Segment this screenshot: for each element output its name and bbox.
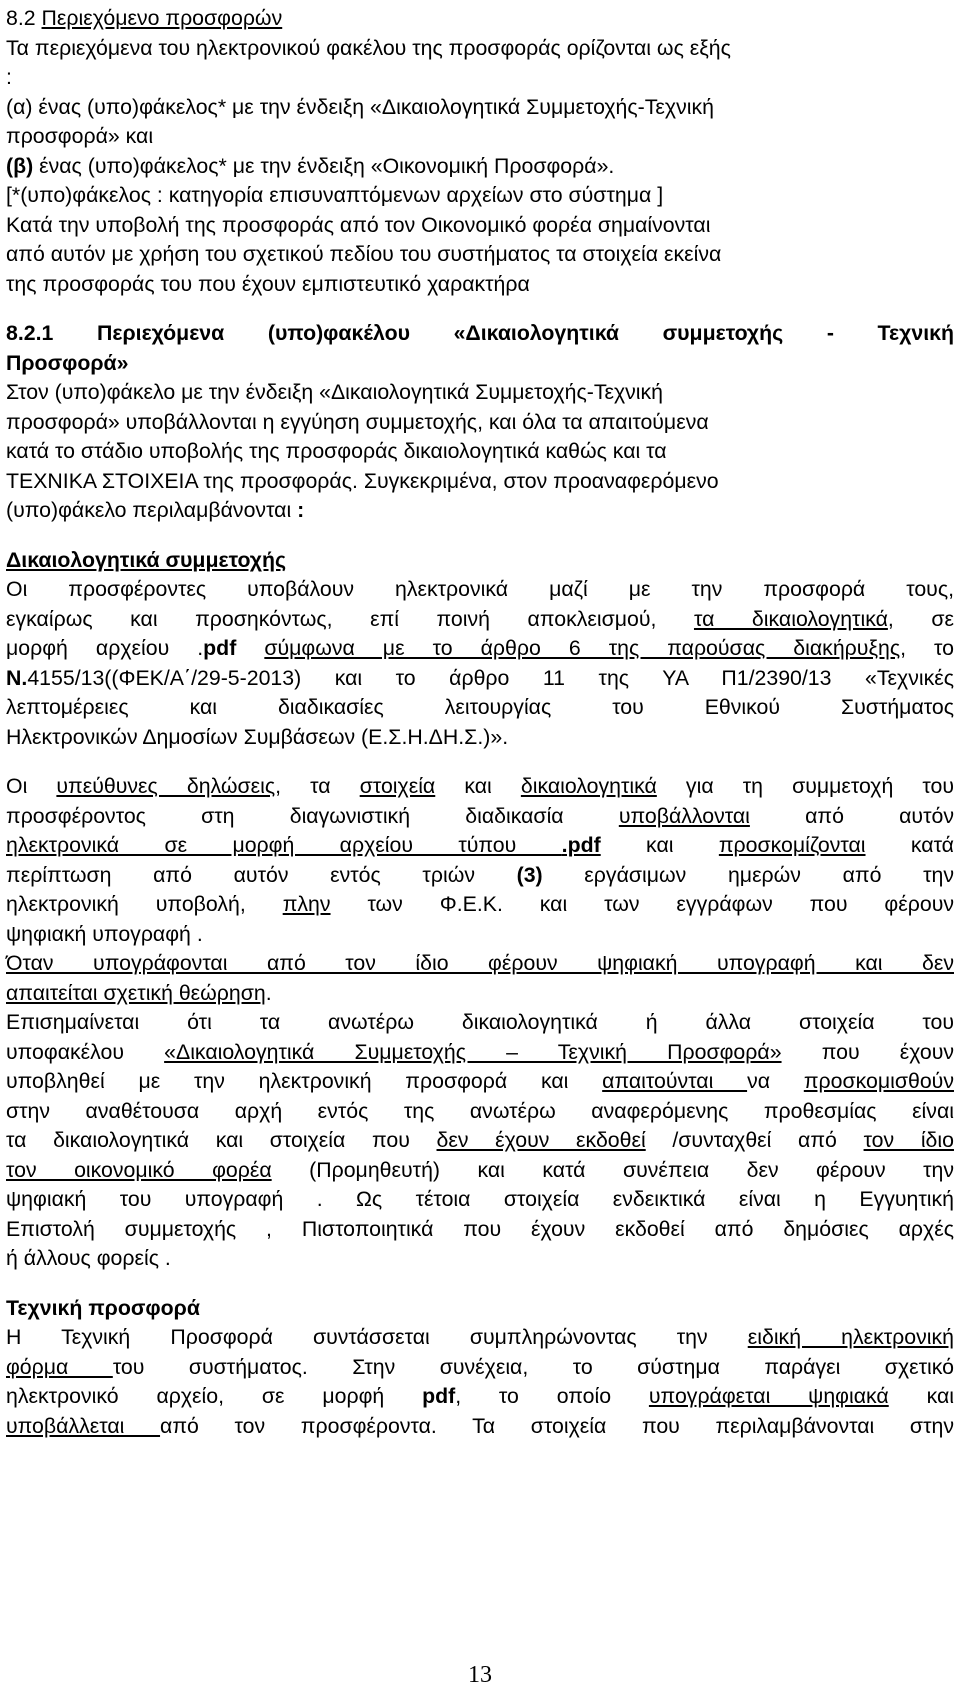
- note-line-4: στην αναθέτουσα αρχή εντός της ανωτέρω αναφερόμενης προθεσμίας είναι: [6, 1098, 954, 1123]
- page-number: 13: [468, 1662, 492, 1688]
- text-run: , τα: [275, 774, 360, 798]
- docs-line-6: Ηλεκτρονικών Δημοσίων Συμβάσεων (Ε.Σ.Η.ΔΗ.Σ.)».: [6, 724, 509, 749]
- tech-line-4: [6, 1412, 954, 1442]
- text-run: του συστήματος. Στην συνέχεια, το σύστημα παράγει σχετικό: [112, 1354, 954, 1379]
- tech-line-3: [6, 1382, 954, 1412]
- docs-line-1: Οι προσφέροντες υποβάλουν ηλεκτρονικά μαζί με την προσφορά τους,: [6, 577, 954, 601]
- subsection-title-1: 8.2.1 Περιεχόμενα (υπο)φακέλου «Δικαιολογητικά συμμετοχής - Τεχνική: [6, 321, 954, 345]
- tech-heading: Τεχνική προσφορά: [6, 1295, 200, 1320]
- subsection-line-5: [6, 496, 954, 526]
- text-run: δικαιολογητικά: [520, 774, 657, 798]
- subsection-line-5-text: (υπο)φάκελο περιλαμβάνονται: [6, 498, 298, 522]
- item-a: (α) ένας (υπο)φάκελος* με την ένδειξη «Δικαιολογητικά Συμμετοχής-Τεχνική: [6, 94, 714, 119]
- confidential-line-3: της προσφοράς του που έχουν εμπιστευτικό χαρακτήρα: [6, 271, 530, 296]
- subsection-line-4: ΤΕΧΝΙΚΑ ΣΤΟΙΧΕΙΑ της προσφοράς. Συγκεκριμένα, στον προαναφερόμενο: [6, 468, 719, 493]
- decl-line-1: [6, 772, 954, 802]
- confidential-line-2: από αυτόν με χρήση του σχετικού πεδίου του συστήματος τα στοιχεία εκείνα: [6, 242, 722, 266]
- text-run: φόρμα: [6, 1354, 113, 1379]
- docs-line-2-a: εγκαίρως και προσηκόντως, επί ποινή αποκλεισμού,: [6, 606, 694, 631]
- docs-line-2-c: , σε: [887, 606, 954, 631]
- section-title: Περιεχόμενο προσφορών: [41, 6, 283, 30]
- tech-line-2: [6, 1353, 954, 1383]
- text-run: δεν έχουν εκδοθεί: [436, 1128, 646, 1152]
- note-line-9: ή άλλους φορείς .: [6, 1246, 171, 1270]
- text-run: υπογράφεται ψηφιακά: [648, 1384, 889, 1408]
- document-page: [6, 4, 954, 1441]
- text-run: να: [747, 1069, 804, 1093]
- decl-line-8: [6, 979, 954, 1009]
- subsection-line-5-colon: :: [297, 498, 305, 522]
- text-run: που έχουν: [781, 1039, 954, 1064]
- docs-heading: Δικαιολογητικά συμμετοχής: [6, 547, 287, 572]
- docs-line-3-article: σύμφωνα με το άρθρο 6 της παρούσας διακήρυξης: [264, 636, 901, 660]
- confidential-line-1: Κατά την υποβολή της προσφοράς από τον Οικονομικό φορέα σημαίνονται: [6, 212, 711, 237]
- text-run: «Δικαιολογητικά Συμμετοχής – Τεχνική Προσφορά»: [164, 1039, 782, 1064]
- text-run: υποβάλλονται: [618, 803, 750, 828]
- subsection-title-2: Προσφορά»: [6, 350, 129, 375]
- text-run: ειδική ηλεκτρονική: [747, 1325, 954, 1349]
- text-run: στοιχεία: [359, 774, 436, 798]
- decl-line-6: ψηφιακή υπογραφή .: [6, 921, 203, 946]
- text-run: και: [435, 774, 521, 798]
- subsection-line-1: Στον (υπο)φάκελο με την ένδειξη «Δικαιολογητικά Συμμετοχής-Τεχνική: [6, 380, 664, 404]
- note-line-2: [6, 1038, 954, 1068]
- text-run: και: [888, 1384, 954, 1408]
- subsection-line-3: κατά το στάδιο υποβολής της προσφοράς δικαιολογητικά καθώς και τα: [6, 439, 667, 463]
- item-a-continued: προσφορά» και: [6, 124, 154, 148]
- section-heading: [6, 4, 954, 34]
- decl-line-4: [6, 861, 954, 891]
- docs-line-3-space: [236, 636, 264, 660]
- text-run: ηλεκτρονική υποβολή,: [6, 892, 283, 916]
- docs-line-3-e: , το: [900, 636, 954, 660]
- text-run: προσκομισθούν: [803, 1069, 954, 1093]
- note-line-8: Επιστολή συμμετοχής , Πιστοποιητικά που έχουν εκδοθεί από δημόσιες αρχές: [6, 1216, 954, 1241]
- spacer: [6, 299, 954, 319]
- note-line-3: [6, 1067, 954, 1097]
- note-line-7: ψηφιακή του υπογραφή . Ως τέτοια στοιχεία ενδεικτικά είναι η Εγγυητική: [6, 1187, 954, 1211]
- docs-line-3-pdf: pdf: [203, 636, 237, 660]
- text-run: υποβάλλεται: [6, 1413, 161, 1438]
- docs-line-4-text: 4155/13((ΦΕΚ/Α΄/29-5-2013) και το άρθρο 11 της ΥΑ Π1/2390/13 «Τεχνικές: [27, 665, 954, 690]
- text-run: υποβληθεί με την ηλεκτρονική προσφορά και: [6, 1069, 603, 1093]
- text-run: /συνταχθεί από: [645, 1128, 864, 1152]
- text-run: .: [265, 980, 272, 1005]
- text-run: ηλεκτρονικό αρχείο, σε μορφή: [6, 1384, 423, 1408]
- text-run: υπεύθυνες δηλώσεις: [56, 774, 276, 798]
- text-run: τον οικονομικό φορέα: [6, 1157, 272, 1182]
- decl-line-5: [6, 890, 954, 920]
- docs-line-3: [6, 634, 954, 664]
- intro-line: Τα περιεχόμενα του ηλεκτρονικού φακέλου της προσφοράς ορίζονται ως εξής: [6, 35, 731, 60]
- docs-line-5: λεπτομέρειες και διαδικασίες λειτουργίας του Εθνικού Συστήματος: [6, 695, 954, 719]
- text-run: απαιτούνται: [602, 1069, 748, 1093]
- tech-line-1: [6, 1323, 954, 1353]
- text-run: .pdf: [561, 833, 601, 857]
- note-line-5: [6, 1126, 954, 1156]
- text-run: πλην: [282, 892, 331, 916]
- decl-line-7: Όταν υπογράφονται από τον ίδιο φέρουν ψηφιακή υπογραφή και δεν: [6, 951, 954, 975]
- docs-line-2: [6, 605, 954, 635]
- spacer: [6, 1274, 954, 1294]
- text-run: των Φ.Ε.Κ. και των εγγράφων που φέρουν: [330, 892, 954, 916]
- decl-line-2: [6, 802, 954, 832]
- spacer: [6, 752, 954, 772]
- spacer: [6, 526, 954, 546]
- text-run: προσκομίζονται: [718, 833, 866, 857]
- text-run: τα δικαιολογητικά και στοιχεία που: [6, 1128, 437, 1152]
- decl-line-3: [6, 831, 954, 861]
- text-run: ηλεκτρονικά σε μορφή αρχείου τύπου: [6, 833, 562, 857]
- text-run: Οι: [6, 774, 57, 798]
- item-b: [6, 152, 954, 182]
- text-run: εργάσιμων ημερών από την: [542, 862, 955, 887]
- text-run: από τον προσφέροντα. Τα στοιχεία που περιλαμβάνονται στην: [160, 1413, 954, 1438]
- subsection-line-2: προσφορά» υποβάλλονται η εγγύηση συμμετοχής, και όλα τα απαιτούμενα: [6, 409, 709, 434]
- text-run: προσφέροντος στη διαγωνιστική διαδικασία: [6, 803, 619, 828]
- text-run: Η Τεχνική Προσφορά συντάσσεται συμπληρώνοντας την: [6, 1325, 748, 1349]
- item-b-text: ένας (υπο)φάκελος* με την ένδειξη «Οικονομική Προσφορά».: [33, 153, 615, 178]
- item-b-label: (β): [6, 153, 34, 178]
- text-run: από αυτόν: [749, 803, 954, 828]
- docs-line-4-n: Ν.: [6, 665, 28, 690]
- text-run: περίπτωση από αυτόν εντός τριών: [6, 862, 517, 887]
- text-run: και: [600, 833, 719, 857]
- docs-line-2-link: τα δικαιολογητικά: [693, 606, 888, 631]
- text-run: , το οποίο: [455, 1384, 649, 1408]
- text-run: pdf: [422, 1384, 456, 1408]
- note-line-1: Επισημαίνεται ότι τα ανωτέρω δικαιολογητικά ή άλλα στοιχεία του: [6, 1010, 954, 1034]
- section-number: 8.2: [6, 6, 36, 30]
- note-line-6: [6, 1156, 954, 1186]
- footnote: [*(υπο)φάκελος : κατηγορία επισυναπτόμενων αρχείων στο σύστημα ]: [6, 183, 664, 207]
- docs-line-4: [6, 664, 954, 694]
- text-run: για τη συμμετοχή του: [656, 774, 954, 798]
- text-run: (3): [516, 862, 543, 887]
- intro-colon: :: [6, 65, 12, 89]
- text-run: υποφακέλου: [6, 1039, 165, 1064]
- text-run: (Προμηθευτή) και κατά συνέπεια δεν φέρουν την: [271, 1157, 954, 1182]
- text-run: κατά: [865, 833, 954, 857]
- text-run: απαιτείται σχετική θεώρηση: [6, 980, 266, 1005]
- text-run: τον ίδιο: [863, 1128, 954, 1152]
- docs-line-3-a: μορφή αρχείου .: [6, 636, 204, 660]
